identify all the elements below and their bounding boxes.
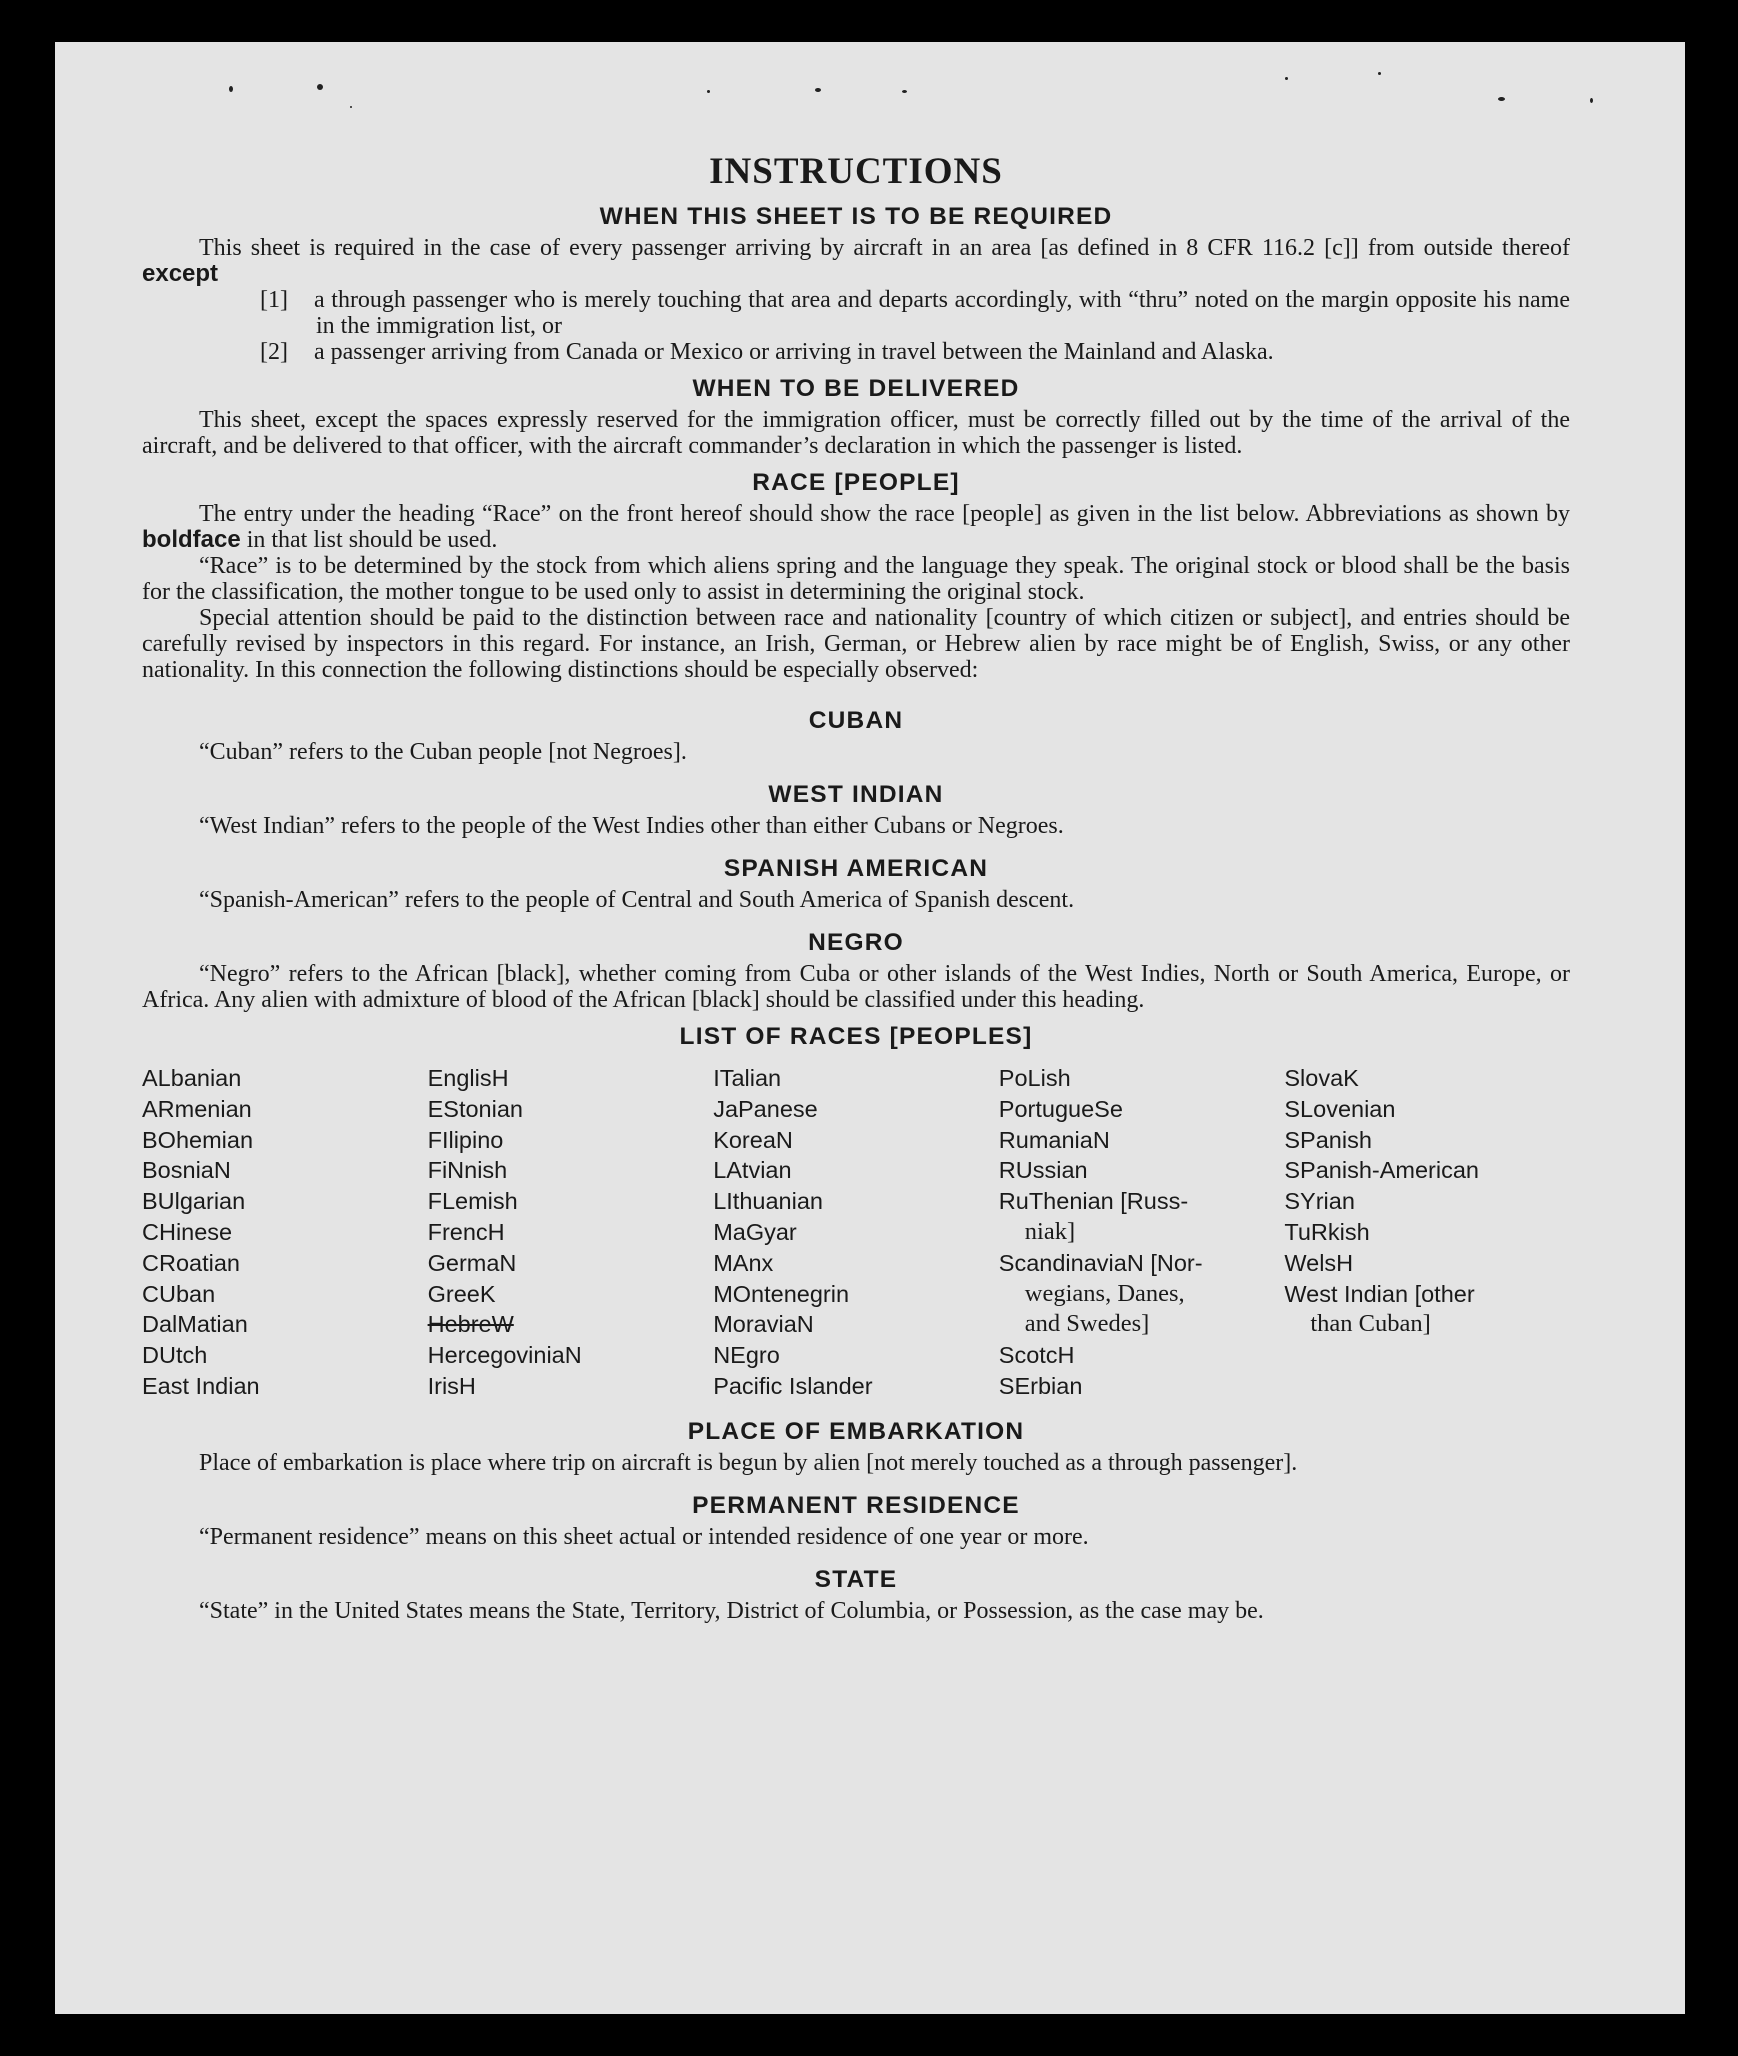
heading-spanish-american: SPANISH AMERICAN xyxy=(723,855,989,882)
race-entry: SlovaK xyxy=(1284,1065,1359,1091)
race-entry: East Indian xyxy=(142,1372,260,1399)
race-entry: BOhemian xyxy=(142,1126,254,1153)
race-entry: EnglisH xyxy=(427,1065,509,1091)
heading-required: WHEN THIS SHEET IS TO BE REQUIRED xyxy=(599,203,1113,230)
race-entry: PoLish xyxy=(998,1065,1071,1091)
race-entry: DalMatian xyxy=(142,1311,248,1338)
races-table xyxy=(142,1063,1570,1402)
required-intro: This sheet is required in the case of every passenger arriving by aircraft in an area [as defined in 8 CFR 116.2 [c]] from outside thereof except xyxy=(142,235,1570,287)
race-entry: LAtvian xyxy=(713,1157,792,1184)
race-entry: IrisH xyxy=(427,1372,476,1399)
spanish-american-text: “Spanish-American” refers to the people of Central and South America of Spanish descent. xyxy=(199,887,1075,913)
section-state xyxy=(142,1562,1570,1624)
section-west-indian xyxy=(142,777,1570,839)
race-entry: SPanish xyxy=(1284,1126,1372,1153)
race-entry: LIthuanian xyxy=(713,1188,823,1215)
state-text: “State” in the United States means the State, Territory, District of Columbia, or Possession, as the case may be. xyxy=(199,1597,1264,1624)
section-residence xyxy=(142,1488,1570,1550)
race-entry: RUssian xyxy=(998,1157,1088,1184)
required-item-1: [1] a through passenger who is merely touching that area and departs accordingly, with “thru” noted on the margin opposite his name in the immigration list, or xyxy=(260,287,1570,339)
section-race xyxy=(142,465,1570,683)
race-entry: NEgro xyxy=(713,1342,780,1369)
race-entry: MaGyar xyxy=(713,1218,797,1245)
section-races-list xyxy=(142,1019,1570,1402)
race-paragraph-1: The entry under the heading “Race” on the front hereof should show the race [people] as given in the list below. Abbreviations as shown by boldface in that list should be used. xyxy=(142,501,1570,553)
race-entry: MOntenegrin xyxy=(713,1280,850,1307)
race-entry-continued: wegians, Danes, xyxy=(1024,1279,1185,1307)
race-paragraph-3: Special attention should be paid to the distinction between race and nationality [country of which citizen or subject], and entries should be carefully revised by inspectors in this regard. For instance, an Irish, German, or Hebrew alien by race might be of English, Swiss, or any other nationality. In this connection the following distinctions should be especially observed: xyxy=(142,605,1570,683)
race-entry: FLemish xyxy=(427,1188,518,1215)
race-entry-continued: and Swedes] xyxy=(1024,1310,1150,1338)
race-entry: West Indian [other xyxy=(1284,1280,1475,1307)
heading-delivered: WHEN TO BE DELIVERED xyxy=(692,375,1020,402)
race-paragraph-2: “Race” is to be determined by the stock from which aliens spring and the language they speak. The original stock or blood shall be the basis for the classification, the mother tongue to be used only to assist in determining the original stock. xyxy=(142,553,1570,605)
races-column-3 xyxy=(713,1063,999,1402)
race-entry-continued: niak] xyxy=(1024,1217,1076,1245)
section-delivered xyxy=(142,371,1570,459)
race-entry: WelsH xyxy=(1284,1249,1354,1276)
race-entry: BUlgarian xyxy=(142,1188,246,1215)
race-entry-continued: than Cuban] xyxy=(1310,1310,1431,1338)
heading-cuban: CUBAN xyxy=(808,707,904,734)
races-column-4 xyxy=(999,1063,1285,1402)
section-required xyxy=(142,199,1570,365)
races-column-5 xyxy=(1284,1063,1570,1402)
race-entry: BosniaN xyxy=(142,1157,231,1184)
race-entry: RumaniaN xyxy=(998,1126,1110,1153)
cuban-text: “Cuban” refers to the Cuban people [not Negroes]. xyxy=(199,739,687,765)
section-negro xyxy=(142,925,1570,1013)
negro-text: “Negro” refers to the African [black], whether coming from Cuba or other islands of the West Indies, North or South America, Europe, or Africa. Any alien with admixture of blood of the African [black] should be classified under this heading. xyxy=(142,961,1570,1013)
race-entry: JaPanese xyxy=(713,1095,818,1122)
race-entry: ScotcH xyxy=(998,1342,1075,1369)
race-entry: EStonian xyxy=(427,1095,523,1122)
race-entry: PortugueSe xyxy=(998,1095,1123,1122)
west-indian-text: “West Indian” refers to the people of the West Indies other than either Cubans or Negroes. xyxy=(199,813,1064,839)
section-spanish-american xyxy=(142,851,1570,913)
race-entry: SErbian xyxy=(998,1372,1083,1399)
race-entry: FIlipino xyxy=(427,1126,504,1153)
embarkation-text: Place of embarkation is place where trip on aircraft is begun by alien [not merely touched as a through passenger]. xyxy=(199,1449,1298,1476)
required-item-2: [2] a passenger arriving from Canada or Mexico or arriving in travel between the Mainland and Alaska. xyxy=(260,339,1274,365)
heading-state: STATE xyxy=(814,1565,898,1593)
race-entry: CRoatian xyxy=(142,1249,240,1276)
residence-text: “Permanent residence” means on this sheet actual or intended residence of one year or more. xyxy=(199,1523,1089,1550)
race-entry: GreeK xyxy=(427,1280,496,1307)
race-entry: ITalian xyxy=(713,1065,782,1091)
page-title: INSTRUCTIONS xyxy=(709,151,1003,192)
races-column-2 xyxy=(428,1063,714,1402)
heading-embarkation: PLACE OF EMBARKATION xyxy=(687,1417,1025,1445)
race-entry: Pacific Islander xyxy=(713,1372,873,1399)
heading-races-list: LIST OF RACES [PEOPLES] xyxy=(679,1023,1033,1050)
race-entry: FiNnish xyxy=(427,1157,508,1184)
race-entry: DUtch xyxy=(142,1342,208,1369)
race-entry: FrencH xyxy=(427,1218,505,1245)
section-embarkation xyxy=(142,1414,1570,1476)
race-entry: CUban xyxy=(142,1280,216,1307)
race-entry: KoreaN xyxy=(713,1126,793,1153)
heading-residence: PERMANENT RESIDENCE xyxy=(692,1491,1020,1519)
race-entry: SYrian xyxy=(1284,1188,1355,1215)
document-page xyxy=(55,42,1685,2014)
race-entry: MAnx xyxy=(713,1249,774,1276)
race-entry: SLovenian xyxy=(1284,1095,1396,1122)
race-entry: ScandinaviaN [Nor- xyxy=(998,1249,1203,1276)
race-entry: TuRkish xyxy=(1284,1218,1370,1245)
heading-race: RACE [PEOPLE] xyxy=(752,469,960,496)
delivered-text: This sheet, except the spaces expressly reserved for the immigration officer, must be correctly filled out by the time of the arrival of the aircraft, and be delivered to that officer, with the aircraft commander’s declaration in which the passenger is listed. xyxy=(142,407,1570,459)
heading-west-indian: WEST INDIAN xyxy=(768,781,944,808)
race-entry: GermaN xyxy=(427,1249,517,1276)
races-column-1 xyxy=(142,1063,428,1402)
heading-negro: NEGRO xyxy=(808,929,904,956)
race-entry: ARmenian xyxy=(142,1095,252,1122)
section-cuban xyxy=(142,703,1570,765)
race-entry: HercegoviniaN xyxy=(427,1342,582,1369)
race-entry-struck: HebreW xyxy=(427,1311,514,1338)
race-entry: RuThenian [Russ- xyxy=(998,1188,1189,1215)
race-entry: MoraviaN xyxy=(713,1311,814,1338)
race-entry: CHinese xyxy=(142,1218,233,1245)
race-entry: SPanish-American xyxy=(1284,1157,1479,1184)
race-entry: ALbanian xyxy=(142,1065,242,1091)
